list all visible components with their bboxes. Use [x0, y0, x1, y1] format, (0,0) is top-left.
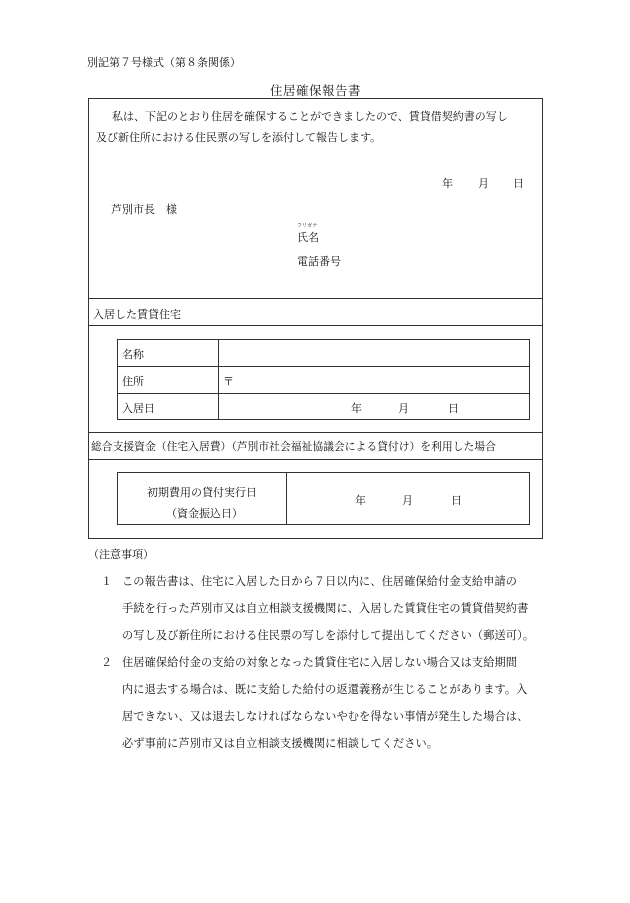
housing-address-label: 住所 [122, 375, 144, 388]
loan-label-line2: （資金振込日） [166, 507, 243, 520]
phone-field[interactable] [350, 250, 530, 266]
movein-date-year[interactable]: 年 [351, 402, 362, 415]
housing-name-field[interactable] [220, 341, 527, 364]
note-1-line: この報告書は、住宅に入居した日から７日以内に、住居確保給付金支給申請の [122, 575, 518, 588]
divider [88, 298, 543, 299]
report-intro-line2: 及び新住所における住民票の写しを添付して報告します。 [96, 131, 382, 144]
loan-date-month[interactable]: 月 [402, 494, 413, 507]
table-column-divider [218, 339, 219, 420]
page-title: 住居確保報告書 [270, 83, 362, 98]
note-2-number: ２ [101, 656, 113, 669]
loan-label-line1: 初期費用の貸付実行日 [147, 486, 257, 499]
name-label: 氏名 [297, 231, 319, 244]
loan-date-day[interactable]: 日 [451, 494, 462, 507]
housing-address-field[interactable] [236, 368, 527, 391]
table-row-divider [117, 393, 530, 394]
note-2-line: 居できない、又は退去しなければならないやむを得ない事情が発生した場合は、 [122, 710, 529, 723]
addressee: 芦別市長 様 [111, 203, 177, 216]
note-2-line: 住居確保給付金の支給の対象となった賃貸住宅に入居しない場合又は支給期間 [122, 656, 518, 669]
note-1-line: の写し及び新住所における住民票の写しを添付して提出してください（郵送可）。 [122, 629, 535, 642]
postal-mark: 〒 [223, 375, 234, 388]
note-1-number: １ [101, 575, 113, 588]
note-1-line: 手続を行った芦別市又は自立相談支援機関に、入居した賃貸住宅の賃貸借契約書 [122, 602, 529, 615]
loan-section-title: 総合支援資金（住宅入居費）（芦別市社会福祉協議会による貸付け）を利用した場合 [91, 440, 496, 453]
divider [88, 325, 543, 326]
name-ruby: フリガナ [297, 223, 318, 229]
housing-name-label: 名称 [122, 348, 144, 361]
table-column-divider [286, 472, 287, 525]
housing-section-title: 入居した賃貸住宅 [93, 308, 181, 321]
report-intro-line1: 私は、下記のとおり住居を確保することができましたので、賃貸借契約書の写し [112, 110, 508, 123]
report-date-year[interactable]: 年 [442, 177, 453, 190]
name-field[interactable] [330, 226, 530, 242]
movein-date-day[interactable]: 日 [448, 402, 459, 415]
loan-date-year[interactable]: 年 [355, 494, 366, 507]
notes-heading: （注意事項） [88, 548, 154, 561]
phone-label: 電話番号 [297, 255, 341, 268]
form-number: 別記第７号様式（第８条関係） [87, 56, 241, 69]
table-row-divider [117, 366, 530, 367]
movein-label: 入居日 [122, 402, 155, 415]
divider [88, 459, 543, 460]
report-date-day[interactable]: 日 [513, 177, 524, 190]
movein-date-month[interactable]: 月 [398, 402, 409, 415]
divider [88, 432, 543, 433]
note-2-line: 内に退去する場合は、既に支給した給付の返還義務が生じることがあります。入 [122, 683, 528, 696]
note-2-line: 必ず事前に芦別市又は自立相談支援機関に相談してください。 [122, 737, 439, 750]
report-date-month[interactable]: 月 [478, 177, 489, 190]
